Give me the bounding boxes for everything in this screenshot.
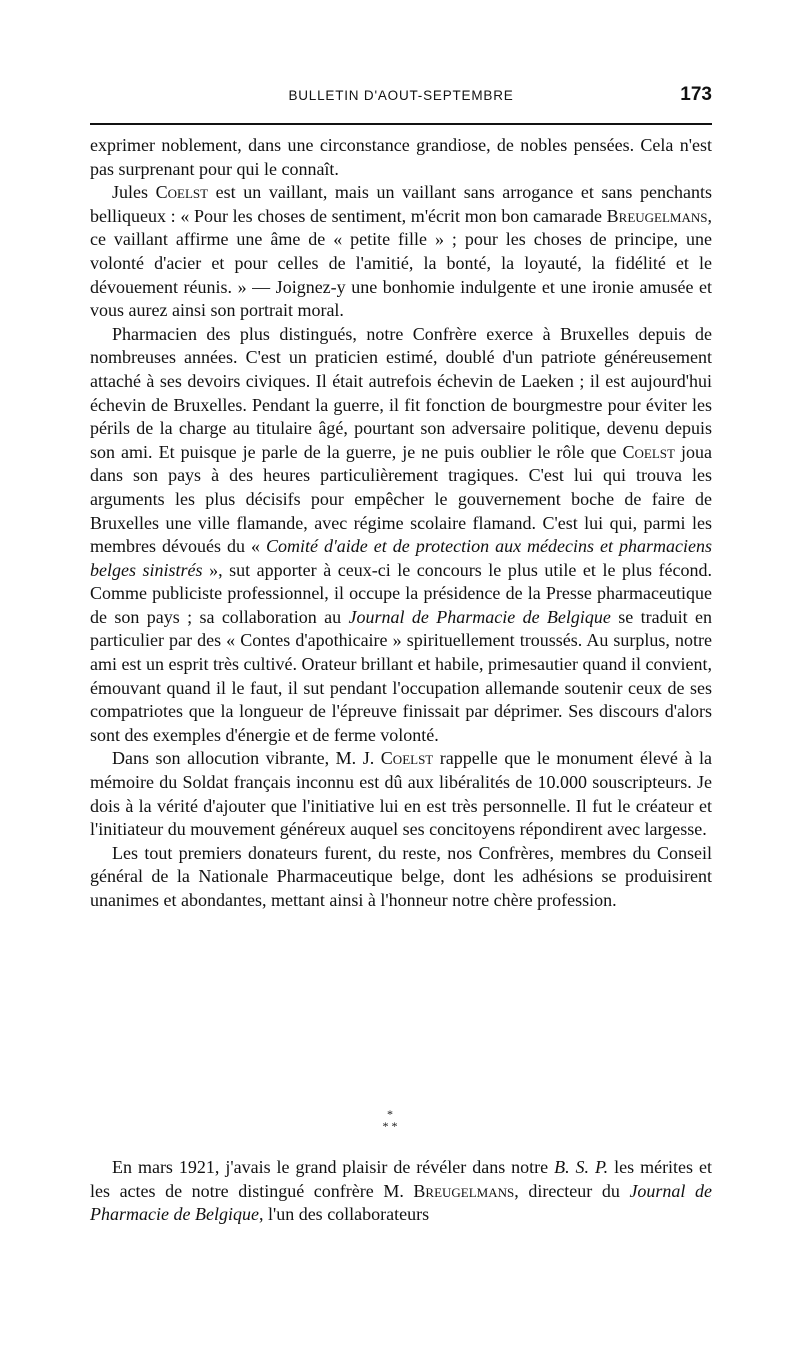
p6-text-3: , directeur du — [514, 1180, 630, 1201]
person-name-coelst: Coelst — [155, 182, 209, 203]
p6-text-2: les mérites et les actes de notre distingué confrère M. — [90, 1157, 712, 1201]
p3-text-4: se traduit en particulier par des « Contes d'apothicaire » spirituellement troussés. Au surplus, notre ami est un esprit très cultivé. Orateur brillant et habile, primesautier quand il convient, émouvant quand il le faut, il sut pendant l'occupation allemande soutenir ceux de ses compatriotes que la longueur de l'épreuve finissait par déprimer. Ses discours d'alors sont des exemples d'énergie et de ferme volonté. — [90, 606, 712, 745]
header-title: BULLETIN D'AOUT-SEPTEMBRE — [288, 88, 514, 103]
bulletin-abbrev: B. S. P. — [554, 1157, 609, 1177]
p2-text-2: est un vaillant, mais un vaillant sans arrogance et sans penchants belliqueux : « Pour les choses de sentiment, m'écrit mon bon camarade — [90, 182, 712, 226]
person-name-coelst: Coelst — [380, 748, 434, 769]
p3-text-1: Pharmacien des plus distingués, notre Confrère exerce à Bruxelles depuis de nombreuses années. C'est un praticien estimé, doublé d'un patriote généreusement attaché à ses devoirs civiques. Il était autrefois échevin de Laeken ; il est aujourd'hui échevin de Bruxelles. Pendant la guerre, il fit fonction de bourgmestre pour éviter les périls de la charge au titulaire âgé, pourtant son adversaire politique, devenu depuis son ami. Et puisque je parle de la guerre, je ne puis oublier le rôle que — [90, 323, 712, 462]
body-text-section-2 — [90, 1156, 712, 1227]
p6-text-1: En mars 1921, j'avais le grand plaisir de révéler dans notre — [112, 1157, 555, 1177]
p2-text-1: Jules — [112, 182, 156, 203]
p4-text-2: rappelle que le monument élevé à la mémoire du Soldat français inconnu est dû aux libéralités de 10.000 souscripteurs. Je dois à la vérité d'ajouter que l'initiative lui en est très personnelle. Il fut le créateur et l'initiateur du mouvement généreux auquel ses concitoyens répondirent avec largesse. — [90, 748, 713, 840]
journal-title: Journal de Pharmacie de Belgique — [348, 606, 611, 627]
person-name-breugelmans: Breugelmans — [606, 205, 708, 226]
p3-text-2: joua dans son pays à des heures particulièrement tragiques. C'est lui qui trouva les arguments les plus décisifs pour empêcher le gouvernement boche de faire de Bruxelles une ville flamande, avec régime scolaire flamand. C'est lui qui, parmi les membres dévoués du « — [90, 441, 712, 557]
committee-name: Comité d'aide et de protection aux médecins et pharmaciens belges sinistrés — [90, 536, 712, 580]
p2-text-3: , ce vaillant affirme une âme de « petite fille » ; pour les choses de principe, une volonté d'acier et pour celles de l'amitié, la bonté, la loyauté, la fidélité et le dévouement réunis. » — Joignez-y une bonhomie indulgente et une ironie amusée et vous aurez ainsi son portrait moral. — [90, 205, 712, 321]
p4-text-1: Dans son allocution vibrante, M. J. — [112, 748, 381, 769]
paragraph-1 — [90, 134, 712, 181]
paragraph-3 — [90, 323, 712, 748]
p3-text-3: », sut apporter à ceux-ci le concours le plus utile et le plus fécond. Comme publiciste professionnel, il occupe la présidence de la Presse pharmaceutique de son pays ; sa collaboration au — [90, 559, 713, 627]
person-name-coelst: Coelst — [622, 441, 675, 462]
section-asterism — [370, 1108, 410, 1136]
paragraph-4 — [90, 747, 712, 841]
running-header — [90, 84, 712, 108]
paragraph-6 — [90, 1156, 712, 1227]
header-rule — [90, 123, 712, 125]
journal-title: Journal de Pharmacie de Belgique — [90, 1180, 712, 1225]
p5-text: Les tout premiers donateurs furent, du reste, nos Confrères, membres du Conseil général de la Nationale Pharmaceutique belge, dont les adhésions se produisirent unanimes et abondantes, mettant ainsi à l'honneur notre chère profession. — [90, 842, 712, 910]
paragraph-2 — [90, 181, 712, 323]
asterism-top: * — [387, 1107, 393, 1121]
p6-text-4: , l'un des collaborateurs — [258, 1204, 430, 1225]
asterism-bottom: * * — [382, 1119, 398, 1133]
paragraph-5 — [90, 842, 712, 913]
person-name-breugelmans: Breugelmans — [413, 1180, 515, 1201]
page-number: 173 — [680, 84, 712, 105]
p1-text: exprimer noblement, dans une circonstance grandiose, de nobles pensées. Cela n'est pas surprenant pour qui le connaît. — [90, 135, 712, 179]
body-text — [90, 134, 712, 913]
